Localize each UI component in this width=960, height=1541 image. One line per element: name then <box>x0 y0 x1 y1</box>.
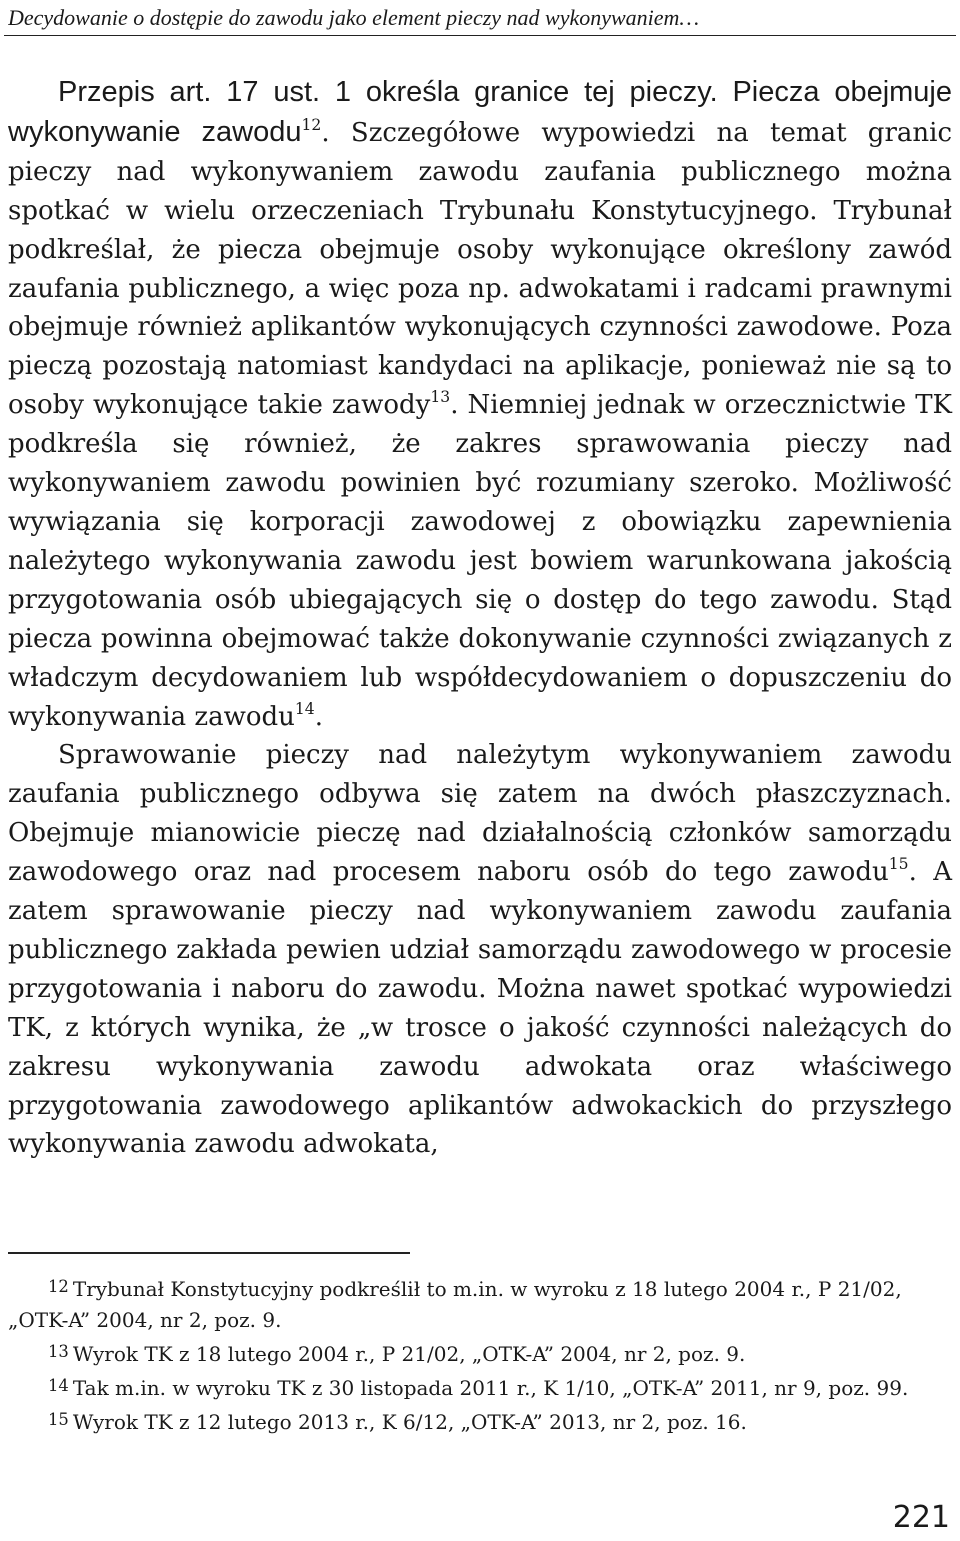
footnote-14 <box>8 1370 952 1404</box>
paragraph-1 <box>8 73 952 736</box>
footnote-divider <box>8 1252 410 1254</box>
footnote-ref-12[interactable]: 12 <box>301 116 322 134</box>
paragraph-2-text-b: . A zatem sprawowanie pieczy nad wykonywaniem zawodu zaufania publicznego zakłada pewien udział samorządu zawodowego w procesie przygotowania i naboru do zawodu. Można nawet spotkać wypowiedzi TK, z których wynika, że „w trosce o jakość czynności należących do zakresu wykonywania zawodu adwokata oraz właściwego przygotowania zawodowego aplikantów adwokackich do przyszłego wykonywania zawodu adwokata, <box>8 857 953 1160</box>
main-text <box>8 73 952 1164</box>
footnote-ref-14[interactable]: 14 <box>294 699 315 718</box>
footnote-number: 15 <box>48 1410 69 1430</box>
footnote-15 <box>8 1404 952 1438</box>
paragraph-1-text-b: . Szczegółowe wypowiedzi na temat granic pieczy nad wykonywaniem zawodu zaufania publicznego można spotkać w wielu orzeczeniach Trybunału Konstytucyjnego. Trybunał podkreślał, że piecza obejmuje osoby wykonujące określony zawód zaufania publicznego, a więc poza np. adwokatami i radcami prawnymi obejmuje również aplikantów wykonujących czynności zawodowe. Poza pieczą pozostają natomiast kandydaci na aplikacje, ponieważ nie są to osoby wykonujące takie zawody <box>8 117 953 421</box>
footnote-12 <box>8 1271 952 1336</box>
paragraph-1-text-c: . Niemniej jednak w orzecznictwie TK podkreśla się również, że zakres sprawowania pieczy nad wykonywaniem zawodu powinien być rozumiany szeroko. Możliwość wywiązania się korporacji zawodowej z obowiązku zapewnienia należytego wykonywania zawodu jest bowiem warunkowana jakością przygotowania osób ubiegających się o dostęp do tego zawodu. Stąd piecza powinna obejmować także dokonywanie czynności związanych z władczym decydowaniem lub współdecydowaniem o dopuszczeniu do wykonywania zawodu <box>8 390 952 732</box>
paragraph-2 <box>8 736 952 1164</box>
footnote-ref-13[interactable]: 13 <box>430 388 451 407</box>
footnote-text: Trybunał Konstytucyjny podkreślił to m.in. w wyroku z 18 lutego 2004 r., P 21/02, „OTK-A” 2004, nr 2, poz. 9. <box>8 1277 902 1333</box>
footnotes <box>8 1271 952 1438</box>
footnote-text: Tak m.in. w wyroku TK z 30 listopada 2011 r., K 1/10, „OTK-A” 2011, nr 9, poz. 99. <box>72 1376 909 1401</box>
footnote-ref-15[interactable]: 15 <box>888 855 909 874</box>
footnote-text: Wyrok TK z 12 lutego 2013 r., K 6/12, „OTK-A” 2013, nr 2, poz. 16. <box>72 1410 747 1435</box>
footnote-number: 12 <box>48 1277 69 1296</box>
running-header: Decydowanie o dostępie do zawodu jako element pieczy nad wykonywaniem… <box>8 5 700 30</box>
paragraph-1-opening: Przepis art. 17 ust. 1 określa granice tej pieczy. Piecza obejmuje wykonywanie zawodu <box>8 76 952 148</box>
footnote-13 <box>8 1336 952 1370</box>
footnote-number: 14 <box>48 1376 69 1396</box>
page-number: 221 <box>892 1500 950 1535</box>
paragraph-2-text-a: Sprawowanie pieczy nad należytym wykonywaniem zawodu zaufania publicznego odbywa się zatem na dwóch płaszczyznach. Obejmuje mianowicie pieczę nad działalnością członków samorządu zawodowego oraz nad procesem naboru osób do tego zawodu <box>8 740 952 888</box>
footnote-number: 13 <box>48 1342 69 1362</box>
header-divider <box>4 35 956 36</box>
footnote-text: Wyrok TK z 18 lutego 2004 r., P 21/02, „OTK-A” 2004, nr 2, poz. 9. <box>72 1342 746 1367</box>
paragraph-1-text-d: . <box>314 701 323 732</box>
